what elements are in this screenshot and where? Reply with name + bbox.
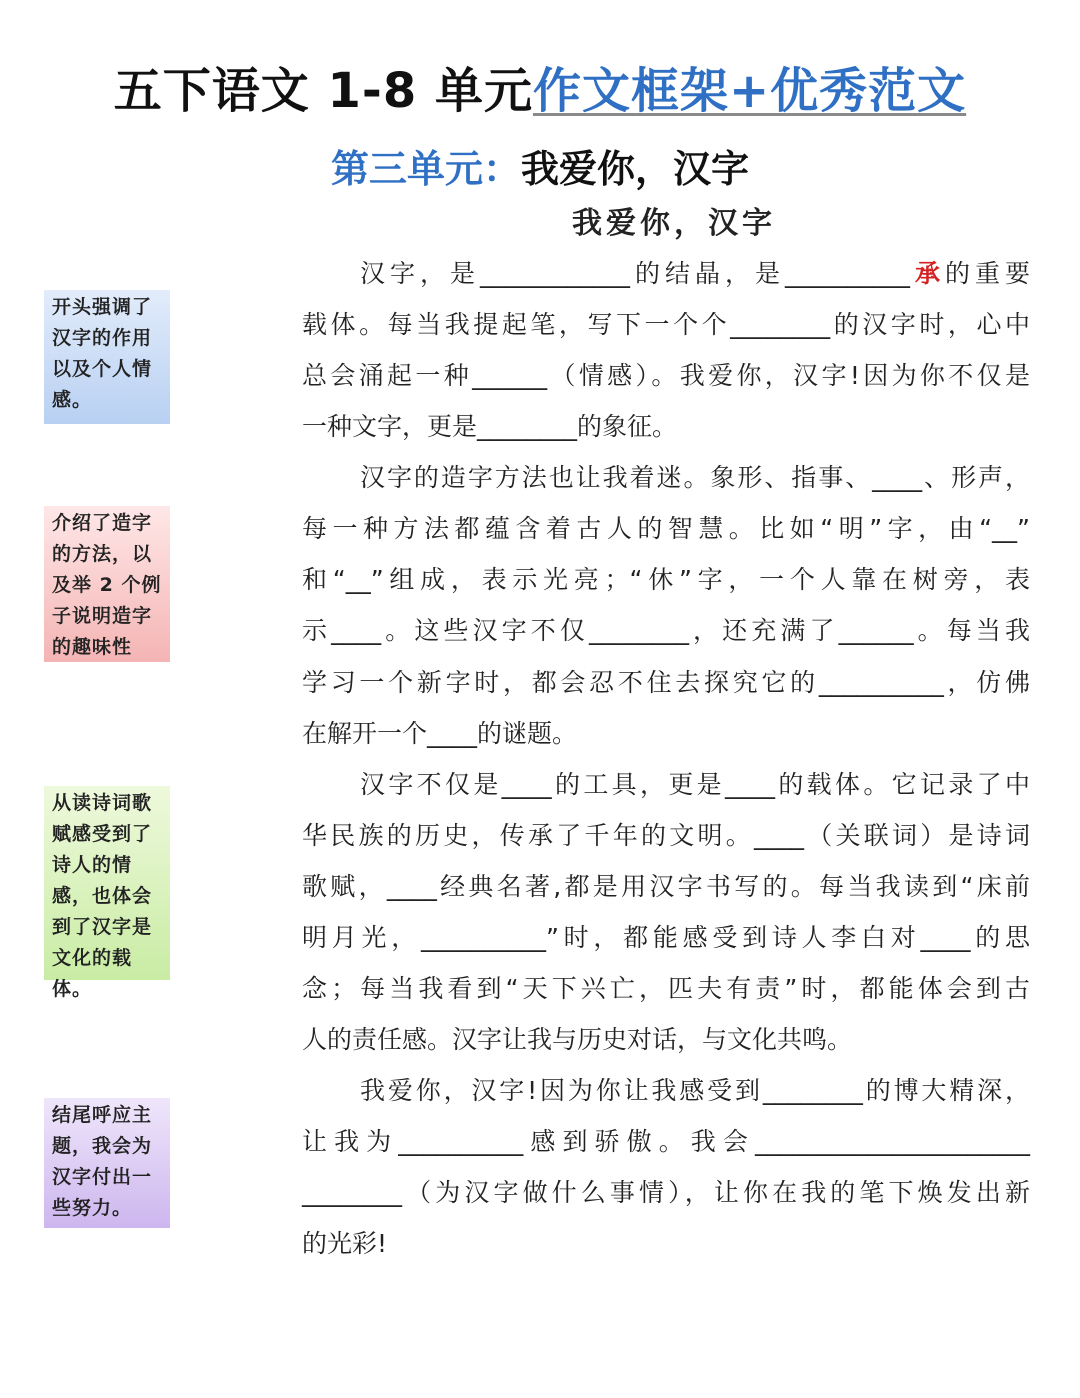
unit-heading — [0, 138, 1080, 193]
unit-label: 第三单元： — [330, 147, 521, 191]
title-blue-part: 作文框架+优秀范文 — [532, 63, 967, 119]
page-title — [0, 52, 1080, 121]
essay-p2-line-5: 学习一个新字时，都会忍不住去探究它的__________，仿佛 — [302, 668, 1030, 697]
essay-p2-line-4: 示____。这些汉字不仅________，还充满了______。每当我 — [302, 616, 1030, 645]
essay-p1-line-4: 一种文字，更是________的象征。 — [302, 412, 678, 441]
side-note-ending: 结尾呼应主题，我会为汉字付出一些努力。 — [44, 1098, 170, 1228]
essay-p3-line-1: 汉字不仅是____的工具，更是____的载体。它记录了中 — [360, 770, 1030, 799]
essay-p3-line-2: 华民族的历史，传承了千年的文明。____（关联词）是诗词 — [302, 821, 1030, 850]
essay-p1-line-3: 总会涌起一种______（情感）。我爱你，汉字!因为你不仅是 — [302, 361, 1030, 390]
essay-p3-line-5: 念；每当我看到“天下兴亡，匹夫有责”时，都能体会到古 — [302, 974, 1030, 1003]
essay-p2-line-1: 汉字的造字方法也让我着迷。象形、指事、____、形声， — [360, 463, 1030, 492]
side-note-poetry-culture: 从读诗词歌赋感受到了诗人的情感，也体会到了汉字是文化的载体。 — [44, 786, 170, 980]
red-handwritten-mark: 承 — [909, 259, 945, 288]
essay-p3-line-3: 歌赋，____经典名著,都是用汉字书写的。每当我读到“床前 — [302, 872, 1030, 901]
side-note-character-methods: 介绍了造字的方法，以及举 2 个例子说明造字的趣味性 — [44, 506, 170, 662]
essay-p4-line-3: ________（为汉字做什么事情），让你在我的笔下焕发出新 — [302, 1178, 1030, 1207]
essay-p2-line-3: 和“__”组成，表示光亮；“休”字，一个人靠在树旁，表 — [302, 565, 1030, 594]
essay-p2-line-6: 在解开一个____的谜题。 — [302, 719, 578, 748]
essay-p3-line-6: 人的责任感。汉字让我与历史对话，与文化共鸣。 — [302, 1025, 853, 1054]
essay-p4-line-2: 让我为__________感到骄傲。我会______________________ — [302, 1127, 1030, 1156]
essay-p4-line-1: 我爱你，汉字!因为你让我感受到________的博大精深， — [360, 1076, 1030, 1105]
p1-text-b: 的重要 — [944, 259, 1030, 288]
p1-text-a: 汉字，是____________的结晶，是__________ — [360, 259, 910, 288]
essay-p2-line-2: 每一种方法都蕴含着古人的智慧。比如“明”字，由“__” — [302, 514, 1030, 543]
unit-topic: 我爱你，汉字 — [521, 147, 750, 191]
essay-p1-line-2: 载体。每当我提起笔，写下一个个________的汉字时，心中 — [302, 310, 1030, 339]
essay-p1-line-1 — [360, 257, 1030, 291]
title-black-part: 五下语文 1-8 单元 — [113, 63, 533, 119]
essay-title: 我爱你，汉字 — [572, 206, 776, 241]
side-note-opening: 开头强调了汉字的作用以及个人情感。 — [44, 290, 170, 424]
essay-p4-line-4: 的光彩! — [302, 1229, 388, 1258]
essay-p3-line-4: 明月光，__________”时，都能感受到诗人李白对____的思 — [302, 923, 1030, 952]
